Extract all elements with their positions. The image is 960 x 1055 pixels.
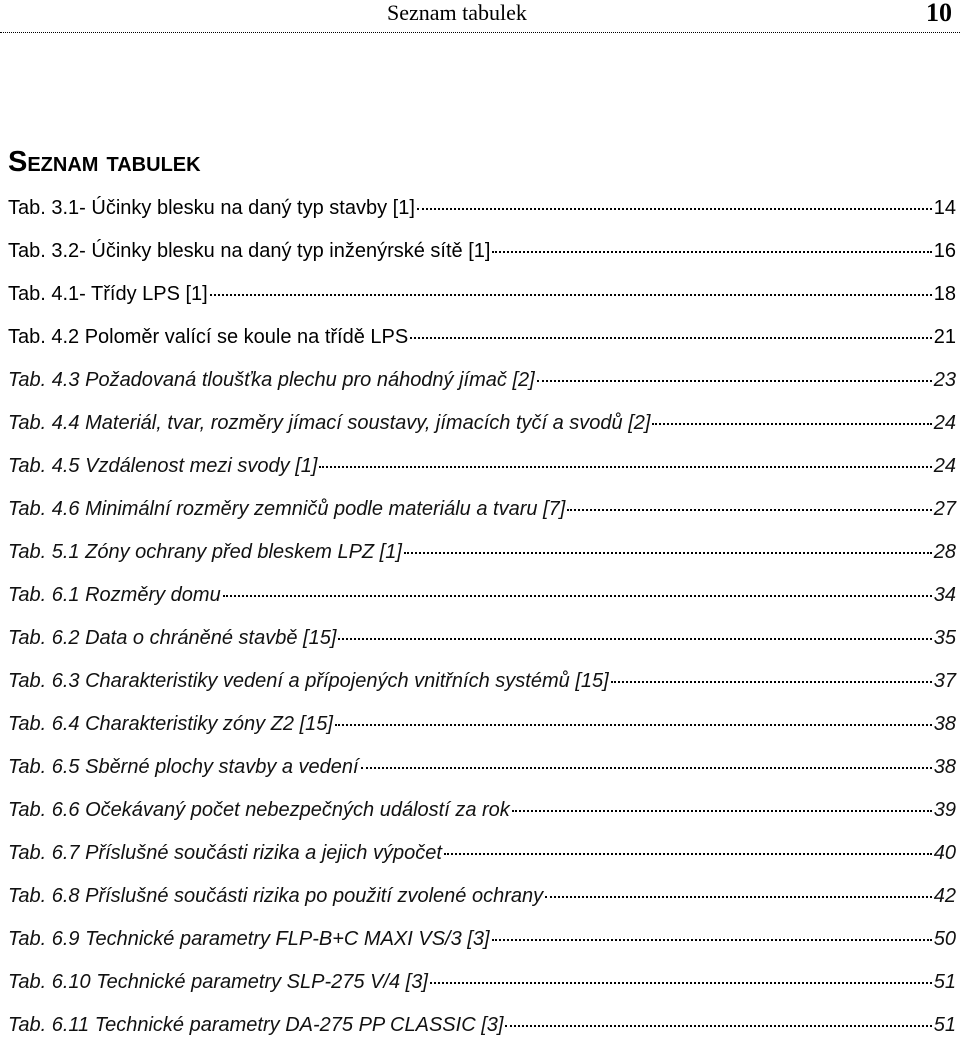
toc-entry[interactable] <box>8 754 956 797</box>
dot-leader <box>545 896 932 898</box>
toc-entry-page: 51 <box>933 971 956 993</box>
toc-entry[interactable] <box>8 625 956 668</box>
toc-entry-page: 35 <box>933 627 956 649</box>
toc-entry[interactable] <box>8 410 956 453</box>
toc-entry-label: Tab. 6.11 Technické parametry DA-275 PP CLASSIC [3] <box>8 1014 504 1036</box>
toc-entry[interactable] <box>8 324 956 367</box>
toc-entry-label: Tab. 6.5 Sběrné plochy stavby a vedení <box>8 756 359 778</box>
dot-leader <box>338 638 931 640</box>
toc-entry-label: Tab. 6.7 Příslušné součásti rizika a jejich výpočet <box>8 842 442 864</box>
toc-entry-label: Tab. 3.1- Účinky blesku na daný typ stavby [1] <box>8 197 415 219</box>
table-list <box>8 195 956 1055</box>
toc-entry[interactable] <box>8 367 956 410</box>
dot-leader <box>223 595 932 597</box>
toc-entry[interactable] <box>8 969 956 1012</box>
header-title: Seznam tabulek <box>387 0 527 25</box>
dot-leader <box>210 294 932 296</box>
toc-entry-page: 27 <box>933 498 956 520</box>
toc-entry-label: Tab. 6.8 Příslušné součásti rizika po použití zvolené ochrany <box>8 885 544 907</box>
toc-entry[interactable] <box>8 195 956 238</box>
dot-leader <box>361 767 932 769</box>
toc-entry[interactable] <box>8 840 956 883</box>
toc-entry-label: Tab. 6.3 Charakteristiky vedení a přípojených vnitřních systémů [15] <box>8 670 609 692</box>
toc-entry-page: 28 <box>933 541 956 563</box>
toc-entry-label: Tab. 4.2 Poloměr valící se koule na třídě LPS <box>8 326 409 348</box>
toc-entry-label: Tab. 4.1- Třídy LPS [1] <box>8 283 208 305</box>
toc-entry-page: 50 <box>933 928 956 950</box>
dot-leader <box>335 724 932 726</box>
toc-entry-page: 24 <box>933 455 956 477</box>
toc-entry-label: Tab. 4.6 Minimální rozměry zemničů podle materiálu a tvaru [7] <box>8 498 566 520</box>
toc-entry[interactable] <box>8 797 956 840</box>
dot-leader <box>417 208 932 210</box>
toc-entry-label: Tab. 4.5 Vzdálenost mezi svody [1] <box>8 455 318 477</box>
toc-entry[interactable] <box>8 926 956 969</box>
toc-entry-label: Tab. 6.2 Data o chráněné stavbě [15] <box>8 627 337 649</box>
toc-entry-page: 34 <box>933 584 956 606</box>
dot-leader <box>505 1025 931 1027</box>
dot-leader <box>319 466 931 468</box>
toc-entry-page: 16 <box>933 240 956 262</box>
toc-entry-label: Tab. 6.4 Charakteristiky zóny Z2 [15] <box>8 713 333 735</box>
toc-entry[interactable] <box>8 453 956 496</box>
dot-leader <box>410 337 932 339</box>
toc-entry-label: Tab. 6.9 Technické parametry FLP-B+C MAXI VS/3 [3] <box>8 928 490 950</box>
toc-entry-label: Tab. 4.4 Materiál, tvar, rozměry jímací soustavy, jímacích tyčí a svodů [2] <box>8 412 651 434</box>
dot-leader <box>611 681 932 683</box>
toc-entry-page: 51 <box>933 1014 956 1036</box>
section-heading: Seznam tabulek <box>8 146 201 178</box>
toc-entry-page: 39 <box>933 799 956 821</box>
toc-entry[interactable] <box>8 496 956 539</box>
toc-entry-page: 14 <box>933 197 956 219</box>
toc-entry[interactable] <box>8 281 956 324</box>
dot-leader <box>512 810 932 812</box>
toc-entry-label: Tab. 6.10 Technické parametry SLP-275 V/4 [3] <box>8 971 428 993</box>
toc-entry[interactable] <box>8 668 956 711</box>
toc-entry-label: Tab. 6.1 Rozměry domu <box>8 584 221 606</box>
toc-entry-page: 18 <box>933 283 956 305</box>
toc-entry[interactable] <box>8 582 956 625</box>
toc-entry-label: Tab. 4.3 Požadovaná tloušťka plechu pro náhodný jímač [2] <box>8 369 535 391</box>
dot-leader <box>652 423 931 425</box>
dot-leader <box>444 853 932 855</box>
toc-entry[interactable] <box>8 883 956 926</box>
toc-entry-page: 24 <box>933 412 956 434</box>
toc-entry-page: 42 <box>933 885 956 907</box>
page-number: 10 <box>926 0 952 27</box>
dot-leader <box>492 251 931 253</box>
toc-entry-label: Tab. 6.6 Očekávaný počet nebezpečných událostí za rok <box>8 799 510 821</box>
toc-entry-page: 40 <box>933 842 956 864</box>
toc-entry-page: 38 <box>933 713 956 735</box>
toc-entry-page: 38 <box>933 756 956 778</box>
toc-entry-page: 21 <box>933 326 956 348</box>
dot-leader <box>404 552 932 554</box>
toc-entry[interactable] <box>8 238 956 281</box>
running-header <box>0 0 960 33</box>
dot-leader <box>537 380 932 382</box>
dot-leader <box>492 939 932 941</box>
toc-entry-label: Tab. 5.1 Zóny ochrany před bleskem LPZ [1] <box>8 541 402 563</box>
toc-entry-page: 37 <box>933 670 956 692</box>
dot-leader <box>430 982 932 984</box>
dot-leader <box>567 509 931 511</box>
toc-entry-label: Tab. 3.2- Účinky blesku na daný typ inženýrské sítě [1] <box>8 240 491 262</box>
toc-entry-page: 23 <box>933 369 956 391</box>
toc-entry[interactable] <box>8 711 956 754</box>
toc-entry[interactable] <box>8 539 956 582</box>
